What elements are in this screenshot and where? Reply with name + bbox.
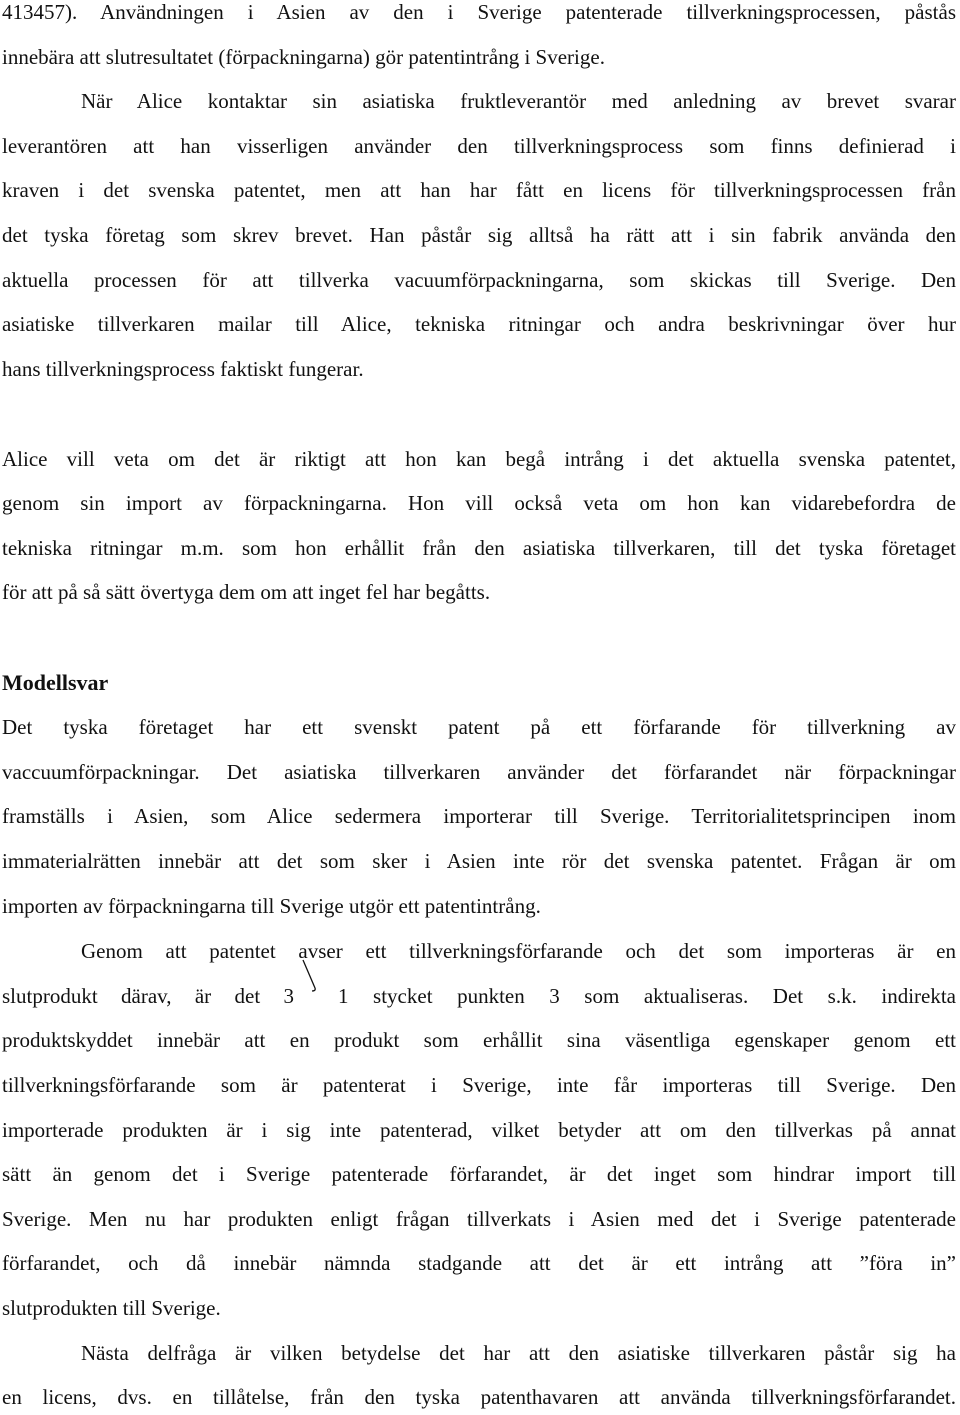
paragraph-line: 413457). Användningen i Asien av den i Sverige patenterade tillverkningsprocessen, påstås bbox=[2, 0, 956, 24]
paragraph-line: för att på så sätt övertyga dem om att inget fel har begåtts. bbox=[2, 580, 491, 604]
paragraph-line: När Alice kontaktar sin asiatiska fruktleverantör med anledning av brevet svarar bbox=[81, 89, 956, 113]
paragraph-line: Nästa delfråga är vilken betydelse det har att den asiatiske tillverkaren påstår sig ha bbox=[81, 1341, 956, 1365]
paragraph-line: tillverkningsförfarande som är patenterat i Sverige, inte får importeras till Sverige. Den bbox=[2, 1073, 956, 1097]
paragraph-line: Sverige. Men nu har produkten enligt frågan tillverkats i Asien med det i Sverige patenterade bbox=[2, 1207, 956, 1231]
paragraph-line: förfarandet, och då innebär nämnda stadgande att det är ett intrång att ”föra in” bbox=[2, 1251, 956, 1275]
paragraph-line: en licens, dvs. en tillåtelse, från den tyska patenthavaren att använda tillverkningsförfarandet. bbox=[2, 1385, 956, 1409]
paragraph-line: vaccuumförpackningar. Det asiatiska tillverkaren använder det förfarandet när förpackningar bbox=[2, 760, 956, 784]
paragraph-line: hans tillverkningsprocess faktiskt fungerar. bbox=[2, 357, 364, 381]
paragraph-line: importen av förpackningarna till Sverige utgör ett patentintrång. bbox=[2, 894, 541, 918]
paragraph-line: slutprodukten till Sverige. bbox=[2, 1296, 221, 1320]
paragraph-line: innebära att slutresultatet (förpackningarna) gör patentintrång i Sverige. bbox=[2, 45, 605, 69]
paragraph-line: produktskyddet innebär att en produkt som erhållit sina väsentliga egenskaper genom ett bbox=[2, 1028, 956, 1052]
paragraph-line-part: 1 stycket punkten 3 som aktualiseras. Det s.k. indirekta bbox=[338, 984, 956, 1008]
paragraph-line: genom sin import av förpackningarna. Hon vill också veta om hon kan vidarebefordra de bbox=[2, 491, 956, 515]
paragraph-line: sätt än genom det i Sverige patenterade förfarandet, är det inget som hindrar import till bbox=[2, 1162, 956, 1186]
paragraph-line: Genom att patentet avser ett tillverkningsförfarande och det som importeras är en bbox=[81, 939, 956, 963]
paragraph-line: importerade produkten är i sig inte patenterad, vilket betyder att om den tillverkas på annat bbox=[2, 1118, 956, 1142]
paragraph-line: Det tyska företaget har ett svenskt patent på ett förfarande för tillverkning av bbox=[2, 715, 956, 739]
section-sign-glyph bbox=[300, 958, 318, 992]
paragraph-line: Alice vill veta om det är riktigt att hon kan begå intrång i det aktuella svenska patentet, bbox=[2, 447, 956, 471]
paragraph-line: leverantören att han visserligen använder den tillverkningsprocess som finns definierad i bbox=[2, 134, 956, 158]
paragraph-line: aktuella processen för att tillverka vacuumförpackningarna, som skickas till Sverige. Den bbox=[2, 268, 956, 292]
paragraph-line: tekniska ritningar m.m. som hon erhållit från den asiatiska tillverkaren, till det tyska företaget bbox=[2, 536, 956, 560]
paragraph-line-part: slutprodukt därav, är det 3 bbox=[2, 984, 294, 1008]
paragraph-line: immaterialrätten innebär att det som sker i Asien inte rör det svenska patentet. Frågan är om bbox=[2, 849, 956, 873]
paragraph-line: kraven i det svenska patentet, men att han har fått en licens för tillverkningsprocessen från bbox=[2, 178, 956, 202]
paragraph-line: asiatiske tillverkaren mailar till Alice, tekniska ritningar och andra beskrivningar över hur bbox=[2, 312, 956, 336]
section-heading: Modellsvar bbox=[2, 670, 109, 695]
paragraph-line: framställs i Asien, som Alice sedermera importerar till Sverige. Territorialitetsprincipen inom bbox=[2, 804, 956, 828]
paragraph-line: det tyska företag som skrev brevet. Han påstår sig alltså ha rätt att i sin fabrik använda den bbox=[2, 223, 956, 247]
